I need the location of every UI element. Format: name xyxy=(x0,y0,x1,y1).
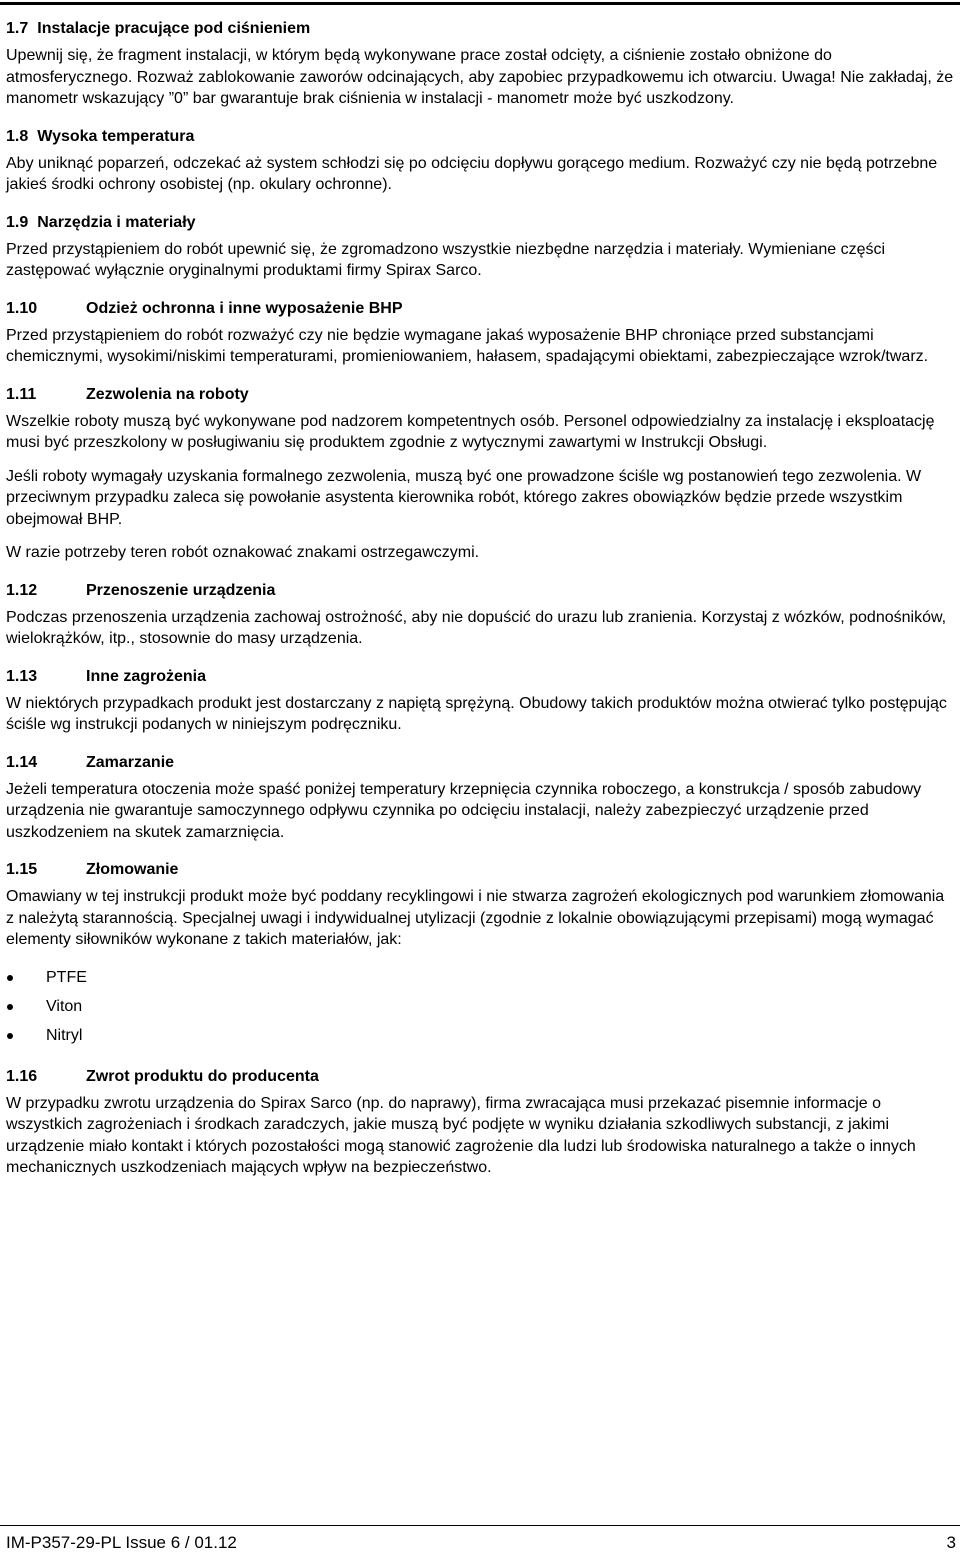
section-number: 1.16 xyxy=(6,1067,38,1085)
section-number: 1.8 xyxy=(6,127,29,145)
section-1-11 xyxy=(6,384,954,564)
bullet-icon xyxy=(7,1004,13,1010)
section-number: 1.12 xyxy=(6,581,38,599)
section-title: Zezwolenia na roboty xyxy=(86,385,249,403)
paragraph: Aby uniknąć poparzeń, odczekać aż system schłodzi się po odcięciu dopływu gorącego medium. Rozważyć czy nie będą potrzebne jakieś środki ochrony osobistej (np. okulary ochronne). xyxy=(6,154,938,193)
list-item-text: Nitryl xyxy=(46,1026,83,1044)
list-item-text: PTFE xyxy=(46,968,87,986)
list-item-text: Viton xyxy=(46,997,83,1015)
paragraph: W razie potrzeby teren robót oznakować znakami ostrzegawczymi. xyxy=(6,544,480,561)
section-1-9 xyxy=(6,212,954,282)
section-1-7 xyxy=(6,18,954,110)
section-heading xyxy=(6,580,954,601)
section-title: Zwrot produktu do producenta xyxy=(86,1067,319,1085)
section-1-12 xyxy=(6,580,954,650)
section-number: 1.9 xyxy=(6,213,29,231)
materials-list xyxy=(6,963,954,1050)
top-rule xyxy=(0,2,960,5)
section-heading xyxy=(6,859,954,880)
section-heading xyxy=(6,298,954,319)
section-heading xyxy=(6,126,954,147)
page-number: 3 xyxy=(946,1533,956,1552)
section-1-16 xyxy=(6,1066,954,1179)
paragraph: Podczas przenoszenia urządzenia zachowaj ostrożność, aby nie dopuścić do urazu lub zranienia. Korzystaj z wózków, podnośników, wielokrążków, itp., stosownie do masy urządzenia. xyxy=(6,608,947,647)
section-1-8 xyxy=(6,126,954,196)
section-title: Narzędzia i materiały xyxy=(37,213,196,231)
section-1-14 xyxy=(6,752,954,844)
bullet-icon xyxy=(7,1033,13,1039)
section-1-10 xyxy=(6,298,954,368)
section-heading xyxy=(6,18,954,39)
section-title: Złomowanie xyxy=(86,861,179,878)
list-item xyxy=(6,963,954,992)
section-number: 1.7 xyxy=(6,20,29,37)
bullet-icon xyxy=(7,975,13,981)
paragraph: W niektórych przypadkach produkt jest dostarczany z napiętą sprężyną. Obudowy takich produktów można otwierać tylko postępując ściśle wg instrukcji podanych w niniejszym podręczniku. xyxy=(6,694,947,733)
section-heading xyxy=(6,1066,954,1087)
paragraph: Jeśli roboty wymagały uzyskania formalnego zezwolenia, muszą być one prowadzone ściśle wg postanowień tego zezwolenia. W przeciwnym przypadku zaleca się powołanie asystenta kierownika robót, którego zakres obowiązków będzie przede wszystkim obejmował BHP. xyxy=(6,467,922,528)
paragraph: Jeżeli temperatura otoczenia może spaść poniżej temperatury krzepnięcia czynnika roboczego, a konstrukcja / sposób zabudowy urządzenia nie gwarantuje samoczynnego odpływu czynnika po odcięciu instalacji, należy zabezpieczyć urządzenie przed uszkodzeniem na skutek zamarznięcia. xyxy=(6,780,922,841)
paragraph: Omawiany w tej instrukcji produkt może być poddany recyklingowi i nie stwarza zagrożeń ekologicznych pod warunkiem złomowania z należytą starannością. Specjalnej uwagi i indywidualnej utylizacji (zgodnie z lokalnie obowiązującymi przepisami) mogą wymagać elementy siłowników wykonane z takich materiałów, jak: xyxy=(6,888,945,948)
paragraph: Upewnij się, że fragment instalacji, w którym będą wykonywane prace został odcięty, a ciśnienie zostało obniżone do atmosferycznego. Rozważ zablokowanie zaworów odcinających, aby zapobiec przypadkowemu ich otwarciu. Uwaga! Nie zakładaj, że manometr wskazujący ”0” bar gwarantuje brak ciśnienia w instalacji - manometr może być uszkodzony. xyxy=(6,47,954,107)
section-title: Przenoszenie urządzenia xyxy=(86,581,276,599)
paragraph: Wszelkie roboty muszą być wykonywane pod nadzorem kompetentnych osób. Personel odpowiedzialny za instalację i eksploatację musi być przeszkolony w posługiwaniu się produktem zgodnie z wytycznymi zawartymi w Instrukcji Obsługi. xyxy=(6,412,935,451)
document-body xyxy=(6,18,954,1195)
section-number: 1.13 xyxy=(6,667,38,685)
document-id: IM-P357-29-PL Issue 6 / 01.12 xyxy=(6,1533,237,1552)
section-title: Inne zagrożenia xyxy=(86,667,207,685)
section-heading xyxy=(6,752,954,773)
list-item xyxy=(6,992,954,1021)
footer-rule xyxy=(0,1525,960,1526)
section-number: 1.11 xyxy=(6,385,37,403)
paragraph: Przed przystąpieniem do robót upewnić się, że zgromadzono wszystkie niezbędne narzędzia i materiały. Wymieniane części zastępować wyłącznie oryginalnymi produktami firmy Spirax Sarco. xyxy=(6,240,886,279)
section-number: 1.15 xyxy=(6,861,38,878)
section-title: Instalacje pracujące pod ciśnieniem xyxy=(37,20,311,37)
section-title: Wysoka temperatura xyxy=(37,127,195,145)
list-item xyxy=(6,1021,954,1050)
section-title: Odzież ochronna i inne wyposażenie BHP xyxy=(86,299,403,317)
section-1-15 xyxy=(6,859,954,1050)
section-heading xyxy=(6,666,954,687)
section-heading xyxy=(6,212,954,233)
section-number: 1.10 xyxy=(6,299,38,317)
section-heading xyxy=(6,384,954,405)
paragraph: Przed przystąpieniem do robót rozważyć czy nie będzie wymagane jakaś wyposażenie BHP chroniące przed substancjami chemicznymi, wysokimi/niskimi temperaturami, promieniowaniem, hałasem, spadającymi obiektami, zabezpieczające wzrok/twarz. xyxy=(6,326,929,365)
section-1-13 xyxy=(6,666,954,736)
section-title: Zamarzanie xyxy=(86,753,175,771)
paragraph: W przypadku zwrotu urządzenia do Spirax Sarco (np. do naprawy), firma zwracająca musi przekazać pisemnie informacje o wszystkich zagrożeniach i środkach zaradczych, jakie muszą być podjęte w wyniku działania szkodliwych substancji, z jakimi urządzenie miało kontakt i których pozostałości mogą stanowić zagrożenie dla ludzi lub środowiska naturalnego a także o innych mechanicznych uszkodzeniach mających wpływ na bezpieczeństwo. xyxy=(6,1094,916,1176)
section-number: 1.14 xyxy=(6,753,38,771)
